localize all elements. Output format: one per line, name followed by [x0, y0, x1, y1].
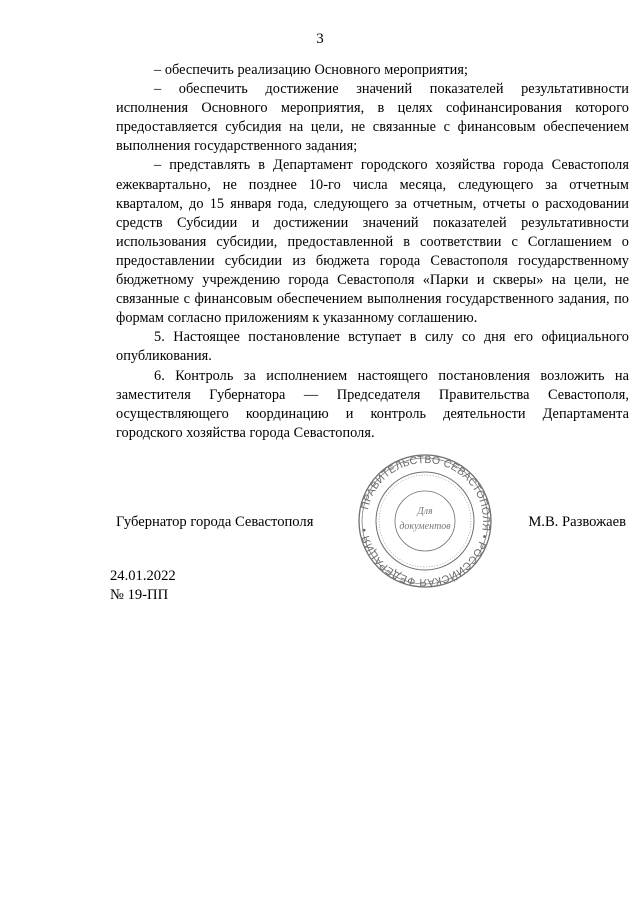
signatory-name: М.В. Развожаев — [528, 514, 626, 530]
official-seal-stamp — [356, 452, 494, 590]
document-number: № 19-ПП — [110, 587, 169, 603]
document-metadata — [110, 567, 176, 605]
paragraph-item-5: 5. Настоящее постановление вступает в силу со дня его официального опубликования. — [116, 329, 629, 365]
paragraph-ensure-indicators: – обеспечить достижение значений показателей результативности исполнения Основного мероприятия, в целях софинансирования которого предоставляется субсидия на цели, не связанные с финансовым обеспечением выполнения государственного задания; — [116, 81, 629, 155]
paragraph-submit-reports: – представлять в Департамент городского хозяйства города Севастополя ежеквартально, не позднее 10-го числа месяца, следующего за отчетным кварталом, до 15 января года, следующего за отчетным, отчеты о расходовании средств Субсидии и достижении значений показателей результативности использования субсидии, предоставленной в соответствии с Соглашением о предоставлении субсидии из бюджета города Севастополя государственному бюджетному учреждению города Севастополя «Парки и скверы» на цели, не связанные с финансовым обеспечением выполнения государственного задания, по формам согласно приложениям к указанному соглашению. — [116, 157, 629, 327]
svg-text:документов: документов — [399, 521, 451, 532]
paragraph-ensure-implementation: – обеспечить реализацию Основного мероприятия; — [154, 62, 469, 78]
document-date: 24.01.2022 — [110, 568, 176, 584]
page-number: 3 — [316, 31, 324, 47]
svg-text:ПРАВИТЕЛЬСТВО СЕВАСТОПОЛЯ • РО: ПРАВИТЕЛЬСТВО СЕВАСТОПОЛЯ • РОССИЙСКАЯ ФЕДЕРАЦИЯ • — [358, 453, 493, 589]
paragraph-item-6: 6. Контроль за исполнением настоящего постановления возложить на заместителя Губернатора — Председателя Правительства Севастополя, осуществляющего координацию и контроль деятельности Департамента городского хозяйства города Севастополя. — [116, 367, 629, 441]
svg-text:Для: Для — [417, 506, 433, 517]
signatory-position: Губернатор города Севастополя — [116, 514, 314, 530]
document-body — [116, 61, 629, 443]
